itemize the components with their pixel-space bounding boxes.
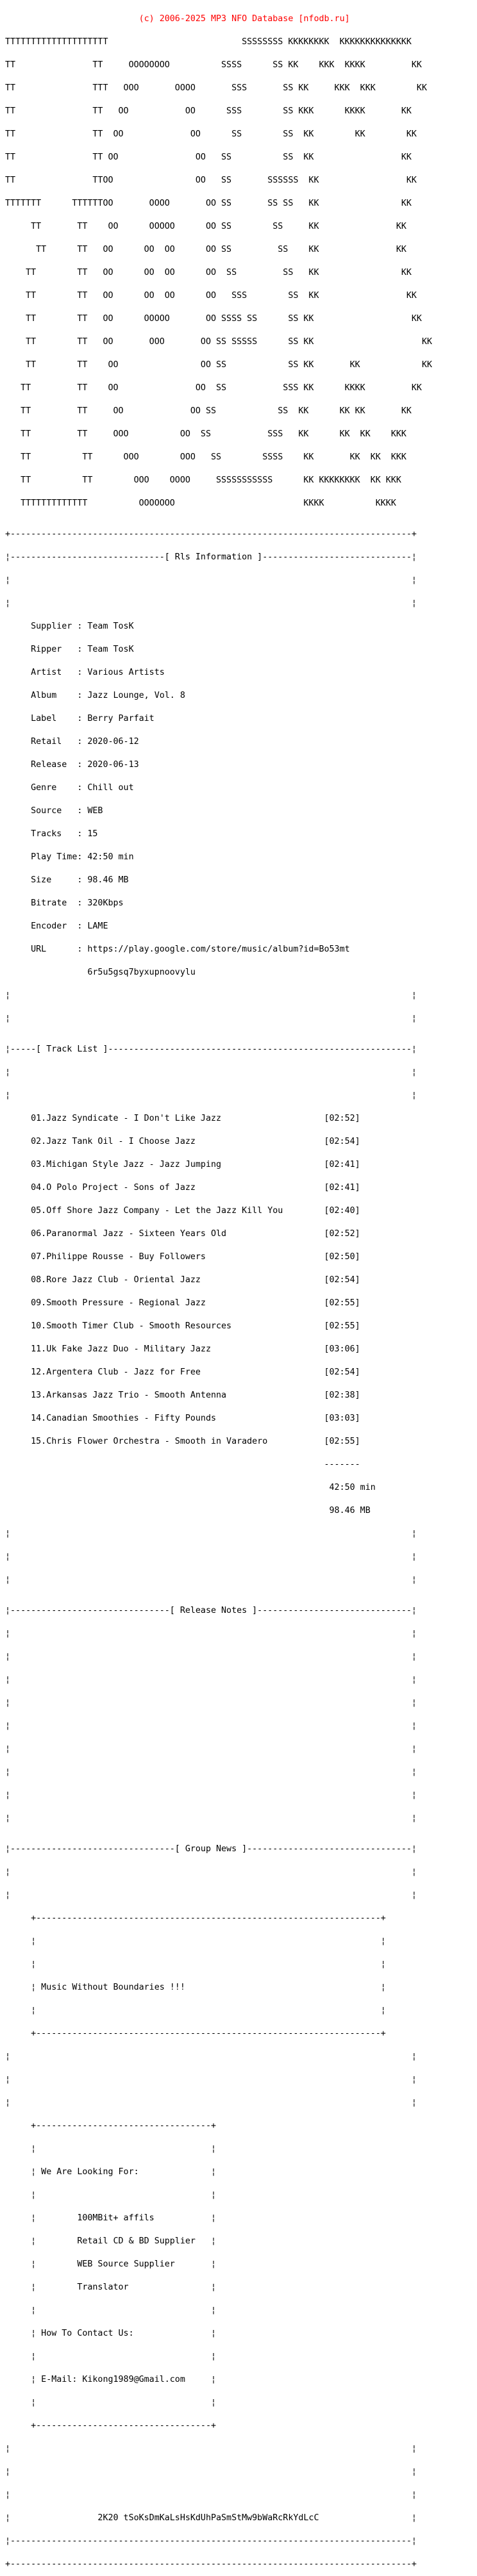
total-time: 42:50 min	[5, 1483, 376, 1492]
box-side: ¦ ¦	[5, 1091, 417, 1100]
wanted-item: ¦ Translator ¦	[5, 2283, 216, 2292]
logo-line-14: TT TT OO OOO OO SS SSSSS SS KK KK	[5, 337, 433, 347]
box-side: ¦ ¦	[5, 1721, 417, 1731]
track-row: 02.Jazz Tank Oil - I Choose Jazz [02:54]	[5, 1137, 360, 1146]
logo-line-9: TT TT OO OOOOO OO SS SS KK KK	[5, 222, 406, 231]
box-side: ¦ ¦	[5, 1790, 417, 1800]
news-box-side: ¦ ¦	[5, 1936, 386, 1946]
nfodb-credit: (c) 2006-2025 MP3 NFO Database [nfodb.ru]	[5, 14, 350, 24]
logo-line-20: TT TT OOO OOOO SSSSSSSSSSS KK KKKKKKKK KK KKK	[5, 475, 401, 485]
wanted-box-side: ¦ ¦	[5, 2352, 216, 2361]
track-row: 10.Smooth Timer Club - Smooth Resources [02:55]	[5, 1321, 360, 1331]
track-row: 03.Michigan Style Jazz - Jazz Jumping [02:41]	[5, 1160, 360, 1169]
nfo-document	[5, 0, 432, 2576]
retail-line: Retail : 2020-06-12	[5, 737, 139, 747]
logo-line-11: TT TT OO OO OO OO SS SS KK KK	[5, 268, 412, 277]
ripper-line: Ripper : Team TosK	[5, 645, 134, 654]
box-side: ¦ ¦	[5, 1675, 417, 1685]
section-rls-information: ¦------------------------------[ Rls Information ]-----------------------------¦	[5, 552, 417, 562]
box-side: ¦ ¦	[5, 599, 417, 608]
logo-line-3: TT TTT OOO OOOO SSS SS KK KKK KKK KK	[5, 83, 427, 93]
box-side: ¦ ¦	[5, 2052, 417, 2061]
logo-line-6: TT TT OO OO SS SS KK KK	[5, 153, 412, 162]
wanted-item: ¦ 100MBit+ affils ¦	[5, 2213, 216, 2223]
box-side: ¦ ¦	[5, 2467, 417, 2477]
track-row: 01.Jazz Syndicate - I Don't Like Jazz [02:52]	[5, 1114, 360, 1123]
logo-line-17: TT TT OO OO SS SS KK KK KK KK	[5, 406, 412, 416]
logo-line-8: TTTTTTT TTTTTTOO OOOO OO SS SS SS KK KK	[5, 199, 412, 208]
closing-rule: ¦------------------------------------------------------------------------------¦	[5, 2536, 417, 2546]
box-side: ¦ ¦	[5, 1890, 417, 1900]
genre-line: Genre : Chill out	[5, 783, 134, 793]
logo-line-10: TT TT OO OO OO OO SS SS KK KK	[5, 245, 406, 254]
wanted-box-side: ¦ ¦	[5, 2398, 216, 2407]
box-side: ¦ ¦	[5, 2075, 417, 2085]
track-row: 08.Rore Jazz Club - Oriental Jazz [02:54]	[5, 1275, 360, 1285]
wanted-box-side: ¦ ¦	[5, 2190, 216, 2200]
size-line: Size : 98.46 MB	[5, 875, 129, 885]
track-row: 15.Chris Flower Orchestra - Smooth in Varadero [02:55]	[5, 1437, 360, 1446]
box-side: ¦ ¦	[5, 1629, 417, 1639]
box-side: ¦ ¦	[5, 991, 417, 1000]
artist-line: Artist : Various Artists	[5, 668, 165, 677]
track-row: 11.Uk Fake Jazz Duo - Military Jazz [03:06]	[5, 1344, 360, 1354]
track-row: 14.Canadian Smoothies - Fifty Pounds [03:03]	[5, 1414, 360, 1423]
box-side: ¦ ¦	[5, 1698, 417, 1708]
wanted-item: ¦ Retail CD & BD Supplier ¦	[5, 2236, 216, 2246]
box-side: ¦ ¦	[5, 1767, 417, 1777]
box-side: ¦ ¦	[5, 1652, 417, 1662]
box-side: ¦ ¦	[5, 1867, 417, 1877]
box-bottom-border: +------------------------------------------------------------------------------+	[5, 2559, 417, 2569]
wanted-box-bottom: +----------------------------------+	[5, 2421, 216, 2431]
label-line: Label : Berry Parfait	[5, 714, 155, 723]
logo-line-19: TT TT OOO OOO SS SSSS KK KK KK KKK	[5, 452, 406, 462]
news-box-side: ¦ ¦	[5, 1960, 386, 1969]
news-box-side: ¦ ¦	[5, 2006, 386, 2015]
section-track-list: ¦-----[ Track List ]-----------------------------------------------------------¦	[5, 1044, 417, 1054]
supplier-line: Supplier : Team TosK	[5, 622, 134, 631]
logo-line-15: TT TT OO OO SS SS KK KK KK	[5, 360, 433, 370]
total-rule: -------	[5, 1460, 360, 1469]
box-side: ¦ ¦	[5, 575, 417, 585]
news-box-top: +-------------------------------------------------------------------+	[5, 1913, 386, 1923]
track-row: 13.Arkansas Jazz Trio - Smooth Antenna [02:38]	[5, 1391, 360, 1400]
box-side: ¦ ¦	[5, 1744, 417, 1754]
url-line-continued: 6r5u5gsq7byxupnoovylu	[5, 968, 196, 977]
news-box-bottom: +-------------------------------------------------------------------+	[5, 2029, 386, 2038]
encoder-line: Encoder : LAME	[5, 921, 108, 931]
track-row: 05.Off Shore Jazz Company - Let the Jazz Kill You [02:40]	[5, 1206, 360, 1216]
box-side: ¦ ¦	[5, 1552, 417, 1562]
contact-heading: ¦ How To Contact Us: ¦	[5, 2329, 216, 2338]
box-side: ¦ ¦	[5, 1068, 417, 1077]
track-row: 06.Paranormal Jazz - Sixteen Years Old [02:52]	[5, 1229, 360, 1239]
contact-email: ¦ E-Mail: Kikong1989@Gmail.com ¦	[5, 2375, 216, 2384]
logo-line-12: TT TT OO OO OO OO SSS SS KK KK	[5, 291, 417, 301]
box-side: ¦ ¦	[5, 1813, 417, 1823]
track-row: 04.O Polo Project - Sons of Jazz [02:41]	[5, 1183, 360, 1193]
logo-line-2: TT TT OOOOOOOO SSSS SS KK KKK KKKK KK	[5, 60, 422, 70]
box-side: ¦ ¦	[5, 1529, 417, 1539]
source-line: Source : WEB	[5, 806, 103, 816]
tracks-line: Tracks : 15	[5, 829, 98, 839]
group-signature: ¦ 2K20 tSoKsDmKaLsHsKdUhPaSmStMw9bWaRcRkYdLcC ¦	[5, 2513, 417, 2523]
logo-line-1: TTTTTTTTTTTTTTTTTTTT SSSSSSSS KKKKKKKK KKKKKKKKKKKKKK	[5, 37, 412, 47]
box-side: ¦ ¦	[5, 2490, 417, 2500]
news-box-slogan: ¦ Music Without Boundaries !!! ¦	[5, 1983, 386, 1992]
bitrate-line: Bitrate : 320Kbps	[5, 898, 124, 908]
wanted-box-side: ¦ ¦	[5, 2306, 216, 2315]
box-side: ¦ ¦	[5, 1575, 417, 1585]
wanted-box-top: +----------------------------------+	[5, 2121, 216, 2131]
wanted-item: ¦ WEB Source Supplier ¦	[5, 2259, 216, 2269]
album-line: Album : Jazz Lounge, Vol. 8	[5, 691, 185, 700]
url-line: URL : https://play.google.com/store/music/album?id=Bo53mt	[5, 945, 350, 954]
logo-line-21: TTTTTTTTTTTTT OOOOOOO KKKK KKKK	[5, 499, 396, 508]
track-row: 12.Argentera Club - Jazz for Free [02:54]	[5, 1367, 360, 1377]
section-group-news: ¦--------------------------------[ Group News ]--------------------------------¦	[5, 1844, 417, 1854]
box-side: ¦ ¦	[5, 2098, 417, 2108]
logo-line-13: TT TT OO OOOOO OO SSSS SS SS KK KK	[5, 314, 422, 324]
looking-for-heading: ¦ We Are Looking For: ¦	[5, 2167, 216, 2177]
logo-line-7: TT TTOO OO SS SSSSSS KK KK	[5, 176, 417, 185]
logo-line-16: TT TT OO OO SS SSS KK KKKK KK	[5, 383, 422, 393]
section-release-notes: ¦-------------------------------[ Release Notes ]------------------------------¦	[5, 1606, 417, 1615]
logo-line-5: TT TT OO OO SS SS KK KK KK	[5, 129, 417, 139]
track-row: 07.Philippe Rousse - Buy Followers [02:50]	[5, 1252, 360, 1262]
box-side: ¦ ¦	[5, 2444, 417, 2454]
logo-line-18: TT TT OOO OO SS SSS KK KK KK KKK	[5, 429, 406, 439]
box-top-border: +------------------------------------------------------------------------------+	[5, 529, 417, 539]
play-time-line: Play Time: 42:50 min	[5, 852, 134, 862]
box-side: ¦ ¦	[5, 1014, 417, 1023]
release-line: Release : 2020-06-13	[5, 760, 139, 770]
logo-line-4: TT TT OO OO SSS SS KKK KKKK KK	[5, 106, 412, 116]
wanted-box-side: ¦ ¦	[5, 2144, 216, 2154]
track-row: 09.Smooth Pressure - Regional Jazz [02:55]	[5, 1298, 360, 1308]
total-size: 98.46 MB	[5, 1506, 371, 1515]
